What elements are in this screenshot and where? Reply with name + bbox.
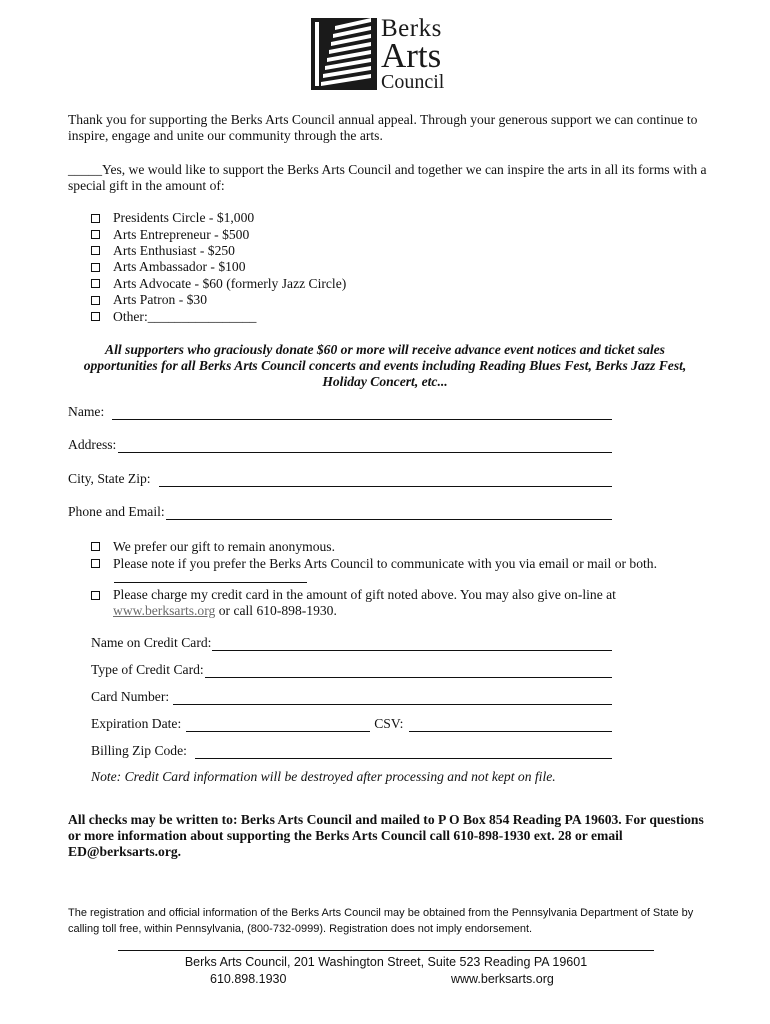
billing-zip-label: Billing Zip Code: (91, 743, 187, 758)
checkbox-icon[interactable] (91, 542, 100, 551)
checks-mailing-info: All checks may be written to: Berks Arts Council and mailed to P O Box 854 Reading PA 19603. For questions or more information about supporting the Berks Arts Council call 610-898-1930 ext. 28 or email ED@berksarts.org. (68, 812, 704, 859)
address-label: Address: (68, 437, 117, 452)
checkbox-icon[interactable] (91, 214, 100, 223)
address-field[interactable] (68, 437, 612, 453)
city-state-zip-field[interactable] (68, 471, 612, 487)
level-option[interactable] (91, 243, 346, 259)
name-on-card-input-line[interactable] (212, 638, 612, 651)
level-label: Arts Ambassador - $100 (113, 259, 246, 275)
address-input-line[interactable] (118, 440, 612, 453)
checkbox-icon[interactable] (91, 296, 100, 305)
website-link[interactable]: www.berksarts.org (113, 603, 216, 618)
card-number-input-line[interactable] (173, 692, 612, 705)
communication-preference-line[interactable] (114, 582, 307, 583)
name-input-line[interactable] (112, 407, 612, 420)
name-on-card-label: Name on Credit Card: (91, 635, 212, 650)
level-option[interactable] (91, 276, 346, 292)
footer-phone: 610.898.1930 (210, 972, 287, 986)
footer-divider (118, 950, 654, 951)
checkbox-icon[interactable] (91, 246, 100, 255)
expiration-input-line[interactable] (186, 719, 370, 732)
billing-zip-input-line[interactable] (195, 746, 612, 759)
pledge-text: Yes, we would like to support the Berks Arts Council and together we can inspire the arts in all its forms with a special gift in the amount of: (68, 162, 707, 193)
checkbox-icon[interactable] (91, 559, 100, 568)
level-label: Arts Advocate - $60 (formerly Jazz Circle) (113, 275, 347, 291)
charge-label: Please charge my credit card in the amount of gift noted above. You may also give on-line at (113, 587, 616, 602)
level-label: Presidents Circle - $1,000 (113, 210, 255, 226)
name-on-card-field[interactable] (91, 635, 612, 651)
checkbox-icon[interactable] (91, 312, 100, 321)
phone-email-label: Phone and Email: (68, 504, 165, 519)
type-of-card-label: Type of Credit Card: (91, 662, 204, 677)
pledge-paragraph (68, 162, 708, 194)
name-label: Name: (68, 404, 105, 419)
logo-word-council: Council (381, 71, 445, 93)
preferences-section (91, 538, 691, 572)
logo-word-berks: Berks (381, 15, 442, 42)
name-field[interactable] (68, 404, 612, 420)
giving-levels-list (91, 210, 346, 325)
checkbox-icon[interactable] (91, 263, 100, 272)
building-icon (305, 14, 381, 92)
footer-address: Berks Arts Council, 201 Washington Street, Suite 523 Reading PA 19601 (184, 955, 588, 969)
benefits-statement: All supporters who graciously donate $60 or more will receive advance event notices and ticket sales opportunities for all Berks Arts Council concerts and events including Reading Blues Fest, Berks Jazz Fest, Holiday Concert, etc... (83, 342, 687, 389)
checkbox-icon[interactable] (91, 230, 100, 239)
checkbox-icon[interactable] (91, 279, 100, 288)
level-option[interactable] (91, 210, 346, 226)
card-note: Note: Credit Card information will be destroyed after processing and not kept on file. (91, 769, 556, 784)
registration-disclosure: The registration and official information of the Berks Arts Council may be obtained from the Pennsylvania Department of State by calling toll free, within Pennsylvania, (800-732-0999). Registration does not imply endorsement. (68, 907, 694, 935)
intro-paragraph: Thank you for supporting the Berks Arts Council annual appeal. Through your generous support we can continue to inspire, engage and unite our community through the arts. (68, 112, 698, 143)
type-of-card-field[interactable] (91, 662, 612, 678)
type-of-card-input-line[interactable] (205, 665, 612, 678)
billing-zip-field[interactable] (91, 743, 612, 759)
phone-email-field[interactable] (68, 504, 612, 520)
anonymous-label: We prefer our gift to remain anonymous. (113, 538, 335, 554)
csv-input-line[interactable] (409, 719, 612, 732)
communicate-label: Please note if you prefer the Berks Arts Council to communicate with you via email or mail or both. (113, 555, 658, 571)
logo-word-arts: Arts (381, 36, 442, 75)
phone-email-input-line[interactable] (166, 507, 612, 520)
level-option[interactable] (91, 259, 346, 275)
expiration-label: Expiration Date: (91, 716, 182, 731)
card-number-label: Card Number: (91, 689, 170, 704)
credit-card-charge-option[interactable] (91, 587, 691, 619)
communicate-option[interactable] (91, 555, 691, 572)
csv-label: CSV: (374, 716, 404, 731)
footer-website[interactable]: www.berksarts.org (451, 972, 554, 986)
expiration-csv-field[interactable] (91, 716, 612, 732)
level-label: Arts Entrepreneur - $500 (113, 226, 250, 242)
level-label: Arts Enthusiast - $250 (113, 242, 235, 258)
level-option[interactable] (91, 226, 346, 242)
city-state-zip-input-line[interactable] (159, 474, 612, 487)
call-label: or call 610-898-1930. (218, 603, 337, 618)
level-option[interactable] (91, 308, 346, 324)
card-number-field[interactable] (91, 689, 612, 705)
berks-arts-council-logo (305, 14, 465, 92)
pledge-blank[interactable]: _____ (68, 162, 102, 177)
level-label: Other:________________ (113, 308, 257, 324)
level-label: Arts Patron - $30 (113, 292, 208, 308)
city-state-zip-label: City, State Zip: (68, 471, 151, 486)
anonymous-option[interactable] (91, 538, 691, 555)
checkbox-icon[interactable] (91, 591, 100, 600)
level-option[interactable] (91, 292, 346, 308)
